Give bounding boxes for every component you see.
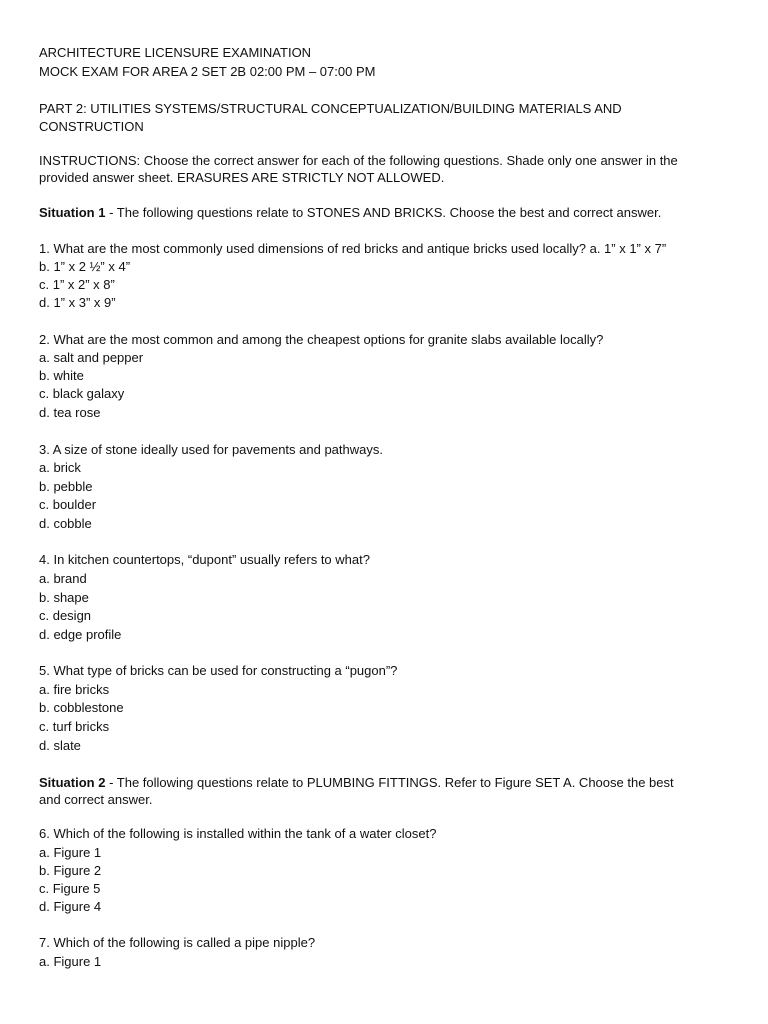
situation-2-heading-line2: and correct answer. [39,792,153,807]
instructions-line1: INSTRUCTIONS: Choose the correct answer for each of the following questions. Shade only one answer in the [39,153,678,168]
question-4-option-b: b. shape [39,590,89,605]
question-3-option-a: a. brick [39,460,81,475]
question-7: 7. Which of the following is called a pipe nipple? [39,935,316,950]
question-5-option-d: d. slate [39,738,81,753]
part-heading-line1: PART 2: UTILITIES SYSTEMS/STRUCTURAL CONCEPTUALIZATION/BUILDING MATERIALS AND [39,101,622,116]
situation-2-label: Situation 2 [39,775,106,790]
question-2-option-b: b. white [39,368,84,383]
situation-2-heading [39,774,739,792]
exam-title: ARCHITECTURE LICENSURE EXAMINATION [39,45,312,60]
question-2: 2. What are the most common and among the cheapest options for granite slabs available locally? [39,332,604,347]
question-1-option-c: c. 1” x 2” x 8” [39,277,115,292]
question-6: 6. Which of the following is installed within the tank of a water closet? [39,826,437,841]
situation-2-text: - The following questions relate to PLUMBING FITTINGS. Refer to Figure SET A. Choose the best [105,775,674,790]
exam-subtitle: MOCK EXAM FOR AREA 2 SET 2B 02:00 PM – 07:00 PM [39,64,376,79]
question-5: 5. What type of bricks can be used for constructing a “pugon”? [39,663,398,678]
question-3-option-b: b. pebble [39,479,93,494]
instructions-line2: provided answer sheet. ERASURES ARE STRICTLY NOT ALLOWED. [39,170,445,185]
question-6-option-a: a. Figure 1 [39,845,102,860]
question-1-option-d: d. 1” x 3” x 9” [39,295,116,310]
question-5-option-b: b. cobblestone [39,700,124,715]
question-2-option-a: a. salt and pepper [39,350,144,365]
question-2-option-d: d. tea rose [39,405,101,420]
question-4-option-a: a. brand [39,571,87,586]
question-5-option-c: c. turf bricks [39,719,110,734]
situation-1-heading [39,204,739,222]
part-heading-line2: CONSTRUCTION [39,119,144,134]
question-2-option-c: c. black galaxy [39,386,125,401]
question-4: 4. In kitchen countertops, “dupont” usually refers to what? [39,552,370,567]
question-5-option-a: a. fire bricks [39,682,110,697]
question-6-option-d: d. Figure 4 [39,899,102,914]
question-1: 1. What are the most commonly used dimensions of red bricks and antique bricks used locally? a. 1” x 1” x 7” [39,241,667,256]
question-6-option-c: c. Figure 5 [39,881,101,896]
question-6-option-b: b. Figure 2 [39,863,102,878]
question-3: 3. A size of stone ideally used for pavements and pathways. [39,442,383,457]
question-4-option-c: c. design [39,608,92,623]
question-4-option-d: d. edge profile [39,627,122,642]
situation-1-label: Situation 1 [39,205,106,220]
question-3-option-d: d. cobble [39,516,92,531]
question-3-option-c: c. boulder [39,497,97,512]
situation-1-text: - The following questions relate to STONES AND BRICKS. Choose the best and correct answer. [105,205,662,220]
question-1-option-b: b. 1” x 2 ½” x 4” [39,259,131,274]
question-7-option-a: a. Figure 1 [39,954,102,969]
